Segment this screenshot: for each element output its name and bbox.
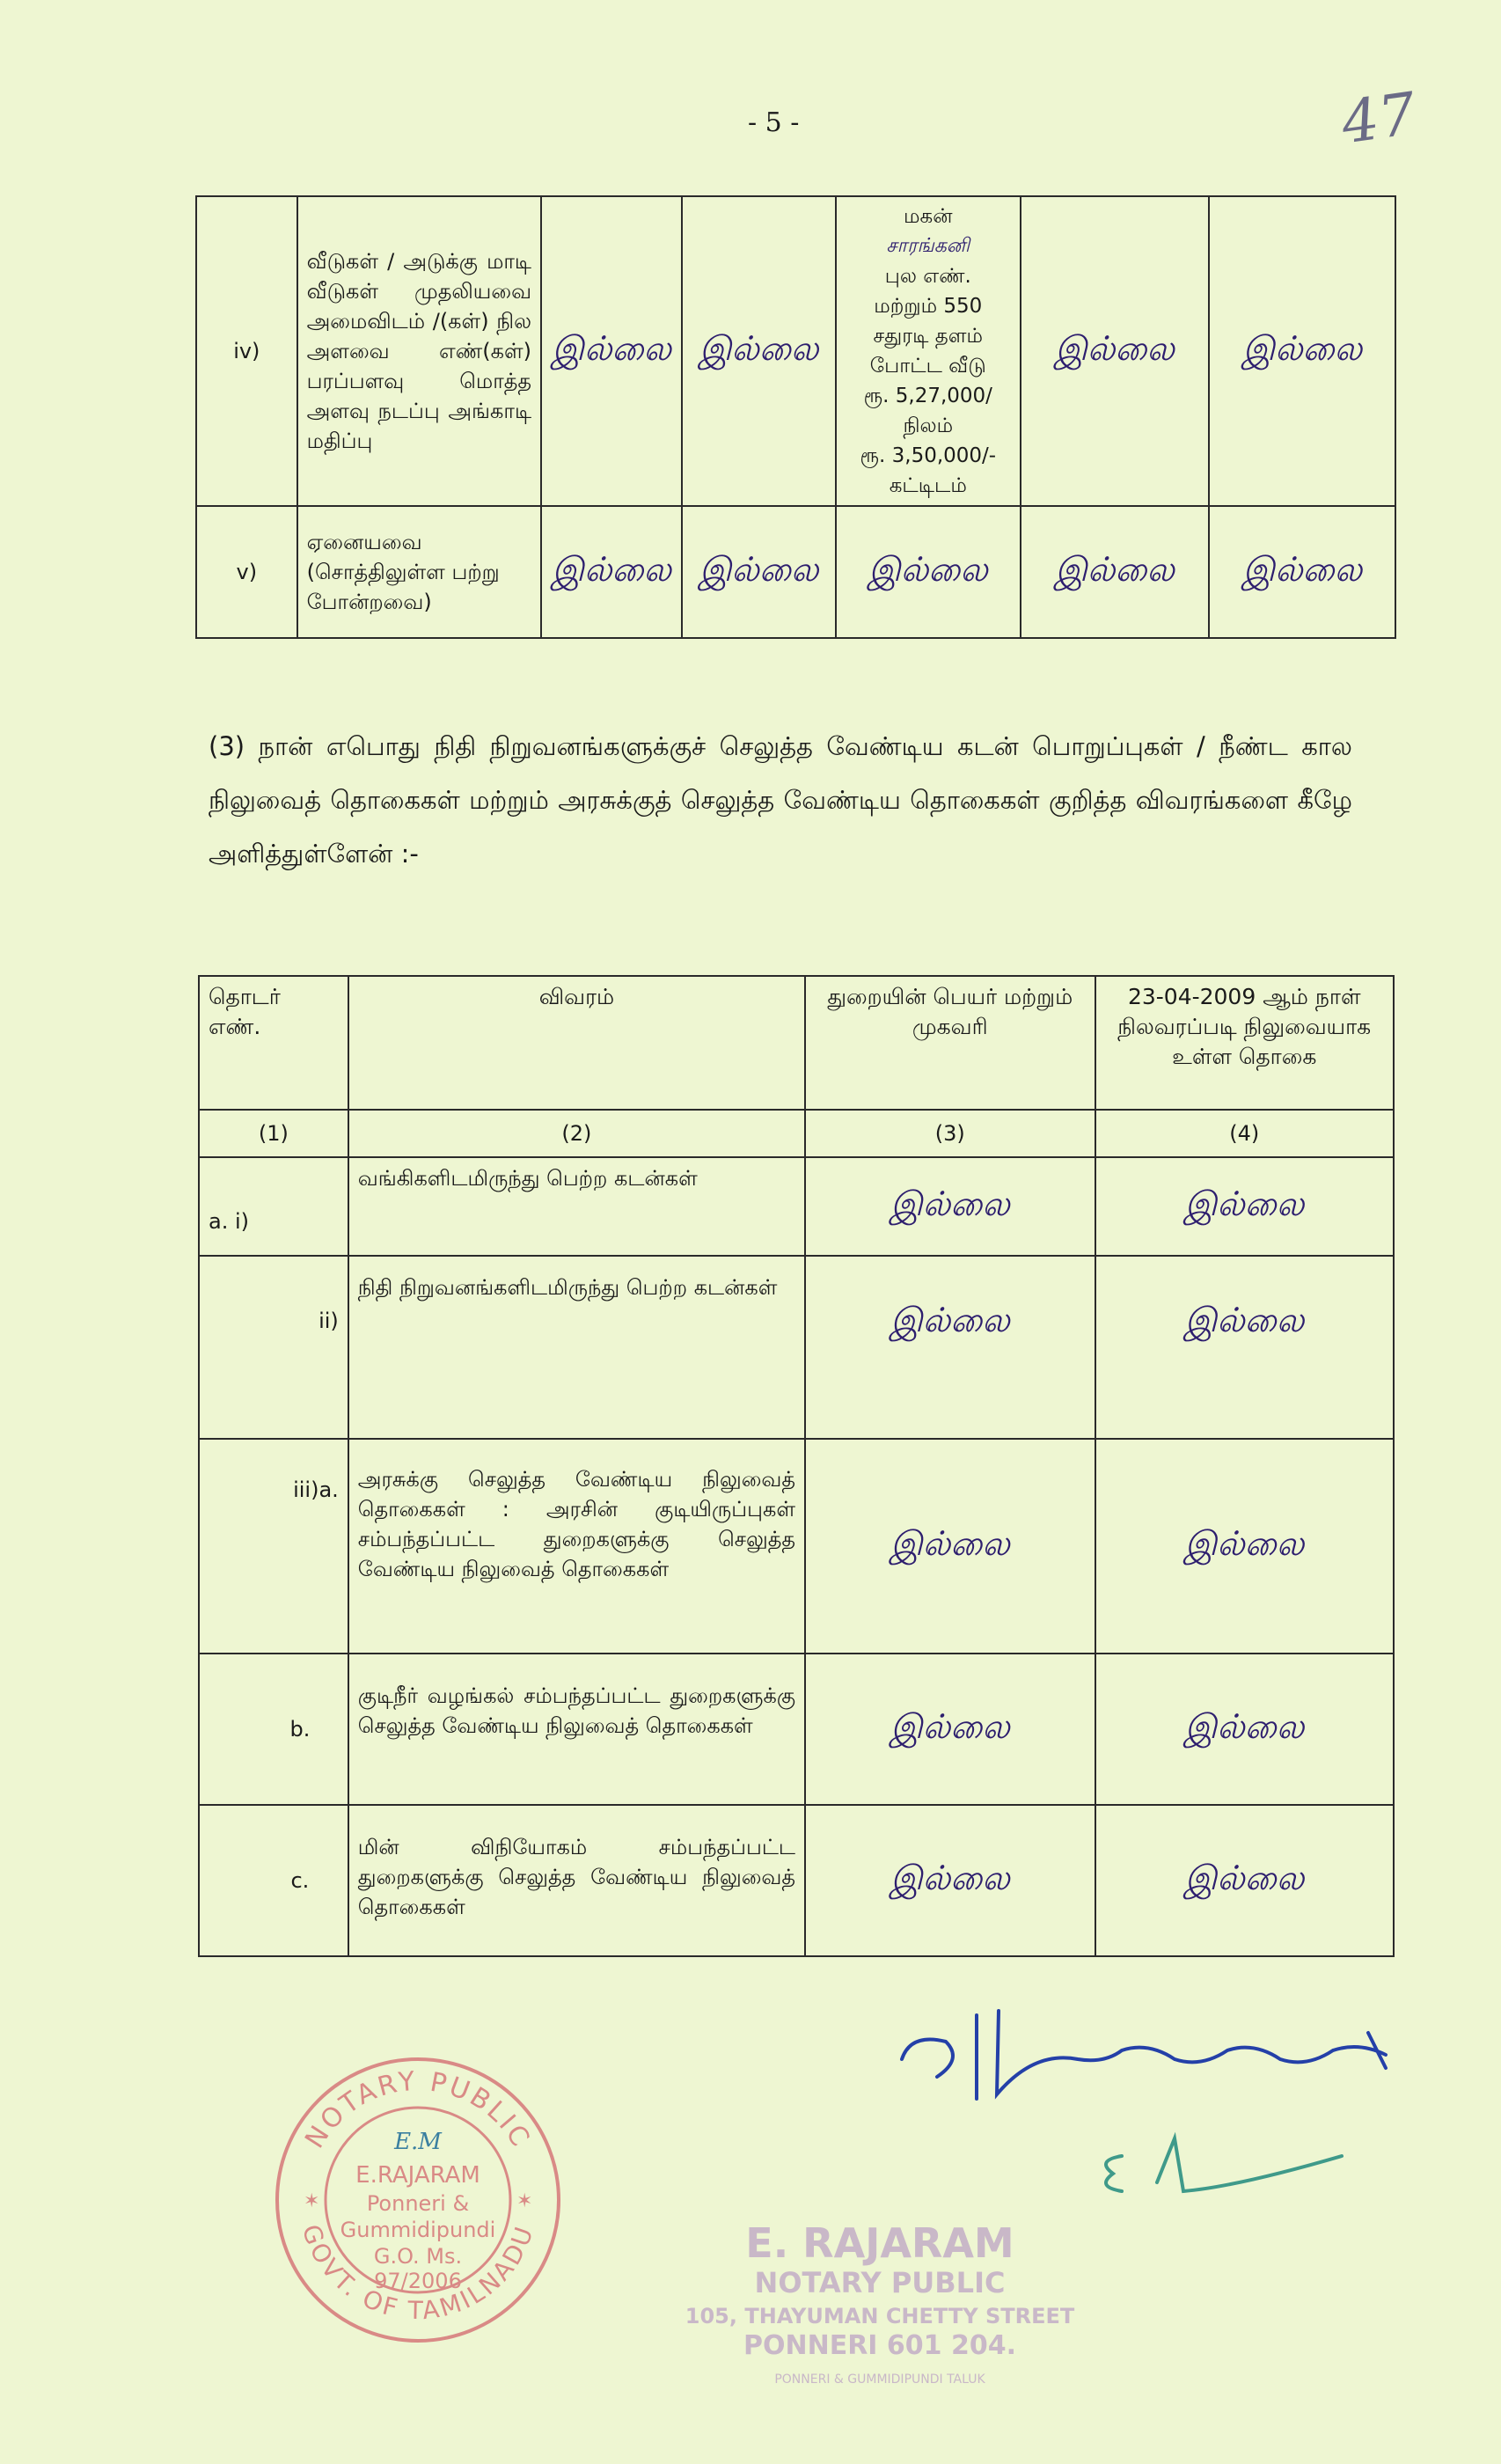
handwritten-entry: இல்லை xyxy=(541,506,682,638)
row-description: குடிநீர் வழங்கல் சம்பந்தப்பட்ட துறைகளுக்கு செலுத்த வேண்டிய நிலுவைத் தொகைகள் xyxy=(348,1654,805,1805)
seal-initials: E.M xyxy=(394,2129,442,2155)
detail-line: மற்றும் 550 xyxy=(874,295,983,318)
header-department: துறையின் பெயர் மற்றும் முகவரி xyxy=(805,976,1095,1110)
stamp-name: E. RAJARAM xyxy=(745,2219,1014,2267)
row-number: b. xyxy=(199,1654,348,1805)
row-description: வங்கிகளிடமிருந்து பெற்ற கடன்கள் xyxy=(348,1157,805,1256)
assets-table xyxy=(195,195,1396,639)
seal-line3: G.O. Ms. xyxy=(373,2244,463,2269)
handwritten-entry: இல்லை xyxy=(682,506,836,638)
handwritten-entry: இல்லை xyxy=(682,196,836,506)
seal-ring-bottom: GOVT. OF TAMILNADU xyxy=(296,2220,540,2326)
detail-line: புல எண். xyxy=(884,265,971,288)
row-description: ஏனையவை (சொத்திலுள்ள பற்று போன்றவை) xyxy=(297,506,541,638)
handwritten-entry: இல்லை xyxy=(805,1157,1095,1256)
handwritten-entry: இல்லை xyxy=(1209,506,1395,638)
svg-text:✶: ✶ xyxy=(304,2190,320,2212)
handwritten-entry: இல்லை xyxy=(805,1439,1095,1654)
stamp-address: 105, THAYUMAN CHETTY STREET xyxy=(685,2304,1075,2328)
notary-initials-signature xyxy=(1078,2121,1359,2218)
seal-line1: Ponneri & xyxy=(366,2191,470,2216)
row-number: ii) xyxy=(199,1256,348,1439)
property-details xyxy=(836,196,1021,506)
detail-line: நிலம் xyxy=(903,414,954,437)
handwritten-entry: இல்லை xyxy=(1095,1157,1395,1256)
handwritten-entry: இல்லை xyxy=(836,506,1021,638)
detail-line: ரூ. 3,50,000/- xyxy=(860,444,997,467)
column-number: (1) xyxy=(199,1110,348,1157)
handwritten-page-number: 47 xyxy=(1337,79,1420,158)
detail-line: மகன் xyxy=(904,205,953,228)
row-description: வீடுகள் / அடுக்கு மாடி வீடுகள் முதலியவை அமைவிடம் /(கள்) நில அளவை எண்(கள்) பரப்பளவு மொத்த அளவு நடப்பு அங்காடி மதிப்பு xyxy=(297,196,541,506)
detail-line: சதுரடி தளம் xyxy=(873,325,983,348)
detail-line: போட்ட வீடு xyxy=(869,355,986,378)
deponent-signature xyxy=(893,1998,1421,2103)
detail-line: கட்டிடம் xyxy=(889,474,967,497)
handwritten-entry: இல்லை xyxy=(805,1805,1095,1956)
row-description: நிதி நிறுவனங்களிடமிருந்து பெற்ற கடன்கள் xyxy=(348,1256,805,1439)
handwritten-entry: இல்லை xyxy=(541,196,682,506)
handwritten-entry: இல்லை xyxy=(805,1256,1095,1439)
notary-address-stamp xyxy=(660,2218,1117,2394)
table-row xyxy=(196,506,1395,638)
seal-ring-top: NOTARY PUBLIC xyxy=(299,2065,537,2154)
svg-text:✶: ✶ xyxy=(516,2190,533,2212)
table-row xyxy=(199,1654,1394,1805)
column-number: (3) xyxy=(805,1110,1095,1157)
table-row xyxy=(199,1157,1394,1256)
header-details: விவரம் xyxy=(348,976,805,1110)
row-number: iii)a. xyxy=(199,1439,348,1654)
liabilities-table xyxy=(198,975,1395,1957)
table-row xyxy=(199,1439,1394,1654)
handwritten-entry: இல்லை xyxy=(805,1654,1095,1805)
row-description: மின் விநியோகம் சம்பந்தப்பட்ட துறைகளுக்கு செலுத்த வேண்டிய நிலுவைத் தொகைகள் xyxy=(348,1805,805,1956)
table-row xyxy=(196,196,1395,506)
row-description: அரசுக்கு செலுத்த வேண்டிய நிலுவைத் தொகைகள் : அரசின் குடியிருப்புகள் சம்பந்தப்பட்ட துறைகளுக்கு செலுத்த வேண்டிய நிலுவைத் தொகைகள் xyxy=(348,1439,805,1654)
stamp-title: NOTARY PUBLIC xyxy=(754,2266,1006,2299)
seal-line4: 97/2006 xyxy=(374,2269,462,2293)
notary-seal xyxy=(268,2050,567,2350)
page-number: - 5 - xyxy=(748,107,800,138)
table-row xyxy=(199,1256,1394,1439)
table-row xyxy=(199,1805,1394,1956)
stamp-city: PONNERI 601 204. xyxy=(743,2330,1016,2361)
column-number: (2) xyxy=(348,1110,805,1157)
row-number: v) xyxy=(196,506,297,638)
column-number: (4) xyxy=(1095,1110,1395,1157)
header-outstanding-amount: 23-04-2009 ஆம் நாள் நிலவரப்படி நிலுவையாக உள்ள தொகை xyxy=(1095,976,1395,1110)
liabilities-statement: (3) நான் எபொது நிதி நிறுவனங்களுக்குச் செலுத்த வேண்டிய கடன் பொறுப்புகள் / நீண்ட கால நிலுவைத் தொகைகள் மற்றும் அரசுக்குத் செலுத்த வேண்டிய தொகைகள் குறித்த விவரங்களை கீழே அளித்துள்ளேன் :- xyxy=(209,731,1352,869)
handwritten-entry: இல்லை xyxy=(1021,196,1210,506)
handwritten-entry: இல்லை xyxy=(1209,196,1395,506)
detail-line: ரூ. 5,27,000/ xyxy=(863,385,992,407)
handwritten-entry: இல்லை xyxy=(1095,1256,1395,1439)
header-serial-number: தொடர் எண். xyxy=(199,976,348,1110)
detail-line-handwritten: சாரங்கனி xyxy=(886,235,970,257)
table-header-row xyxy=(199,976,1394,1110)
row-number: c. xyxy=(199,1805,348,1956)
seal-line2: Gummidipundi xyxy=(340,2218,496,2242)
seal-name: E.RAJARAM xyxy=(355,2162,480,2189)
row-number: iv) xyxy=(196,196,297,506)
handwritten-entry: இல்லை xyxy=(1095,1439,1395,1654)
column-number-row xyxy=(199,1110,1394,1157)
handwritten-entry: இல்லை xyxy=(1095,1654,1395,1805)
handwritten-entry: இல்லை xyxy=(1021,506,1210,638)
handwritten-entry: இல்லை xyxy=(1095,1805,1395,1956)
row-number: a. i) xyxy=(199,1157,348,1256)
stamp-bottom: PONNERI & GUMMIDIPUNDI TALUK xyxy=(774,2372,985,2387)
